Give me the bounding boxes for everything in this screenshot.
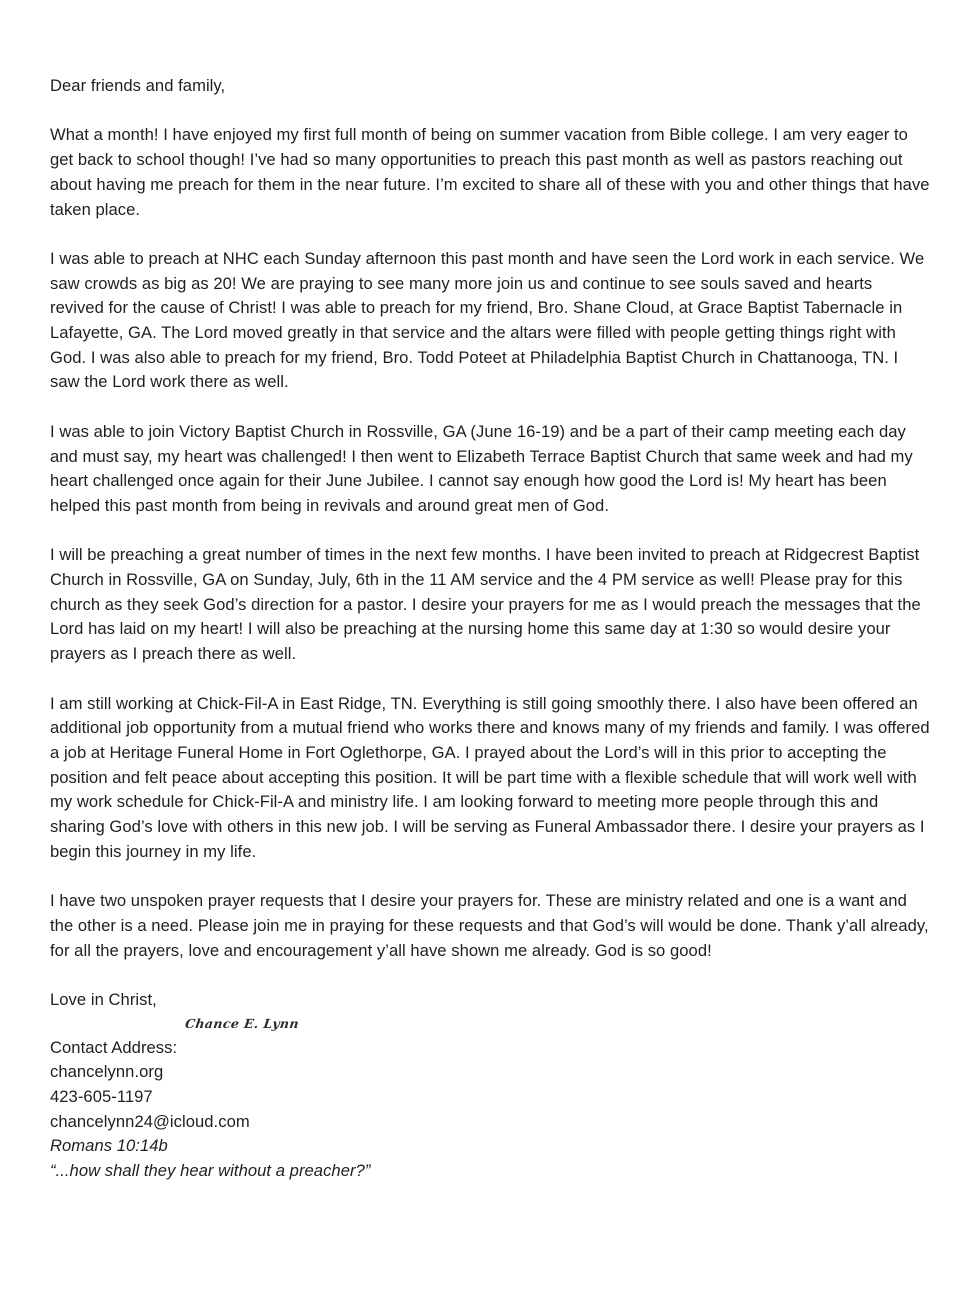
paragraph-nhc-preaching: I was able to preach at NHC each Sunday afternoon this past month and have seen the Lord work in each service. We saw crowds as big as 20! We are praying to see many more join us and continue to see souls saved and hearts revived for the cause of Christ! I was able to preach for my friend, Bro. Shane Cloud, at Grace Baptist Tabernacle in Lafayette, GA. The Lord moved greatly in that service and the altars were filled with people getting things right with God. I was also able to preach for my friend, Bro. Todd Poteet at Philadelphia Baptist Church in Chattanooga, TN. I saw the Lord work there as well. bbox=[50, 248, 925, 392]
paragraph-camp-meeting: I was able to join Victory Baptist Church in Rossville, GA (June 16-19) and be a part of their camp meeting each day and must say, my heart was challenged! I then went to Elizabeth Terrace Baptist Church that same week and had my heart challenged once again for their June Jubilee. I cannot say enough how good the Lord is! My heart has been helped this past month from being in revivals and around great men of God. bbox=[50, 421, 913, 515]
closing: Love in Christ, bbox=[50, 989, 157, 1009]
contact-block bbox=[50, 1036, 930, 1184]
paragraph-upcoming-preaching: I will be preaching a great number of times in the next few months. I have been invited to preach at Ridgecrest Baptist Church in Rossville, GA on Sunday, July, 6th in the 11 AM service and the 4 PM service as well! Please pray for this church as they seek God’s direction for a pastor. I desire your prayers for me as I would preach the messages that the Lord has laid on my heart! I will also be preaching at the nursing home this same day at 1:30 so would desire your prayers as I preach there as well. bbox=[50, 545, 921, 664]
verse-text: “...how shall they hear without a preacher?” bbox=[50, 1161, 371, 1181]
greeting: Dear friends and family, bbox=[50, 76, 226, 95]
contact-email: chancelynn24@icloud.com bbox=[50, 1111, 250, 1131]
contact-website: chancelynn.org bbox=[50, 1062, 164, 1082]
paragraph-summer-vacation: What a month! I have enjoyed my first full month of being on summer vacation from Bible college. I am very eager to get back to school though! I’ve had so many opportunities to preach this past month as well as pastors reaching out about having me preach for them in the near future. I’m excited to share all of these with you and other things that have taken place. bbox=[50, 125, 930, 219]
signature: Chance E. Lynn bbox=[184, 1015, 301, 1031]
paragraph-prayer-requests: I have two unspoken prayer requests that I desire your prayers for. These are ministry related and one is a want and the other is a need. Please join me in praying for these requests and that God’s will would be done. Thank y’all already, for all the prayers, love and encouragement y’all have shown me already. God is so good! bbox=[50, 891, 929, 960]
letter-body bbox=[50, 74, 930, 1184]
contact-heading: Contact Address: bbox=[50, 1037, 178, 1057]
contact-phone: 423-605-1197 bbox=[50, 1087, 153, 1107]
verse-reference: Romans 10:14b bbox=[50, 1136, 168, 1156]
paragraph-work-update: I am still working at Chick-Fil-A in East Ridge, TN. Everything is still going smoothly there. I also have been offered an additional job opportunity from a mutual friend who works there and knows many of my friends and family. I was offered a job at Heritage Funeral Home in Fort Oglethorpe, GA. I prayed about the Lord’s will in this prior to accepting the position and felt peace about accepting this position. It will be part time with a flexible schedule that will work well with my work schedule for Chick-Fil-A and ministry life. I am looking forward to meeting more people through this and sharing God’s love with others in this new job. I will be serving as Funeral Ambassador there. I desire your prayers as I begin this journey in my life. bbox=[50, 693, 930, 861]
